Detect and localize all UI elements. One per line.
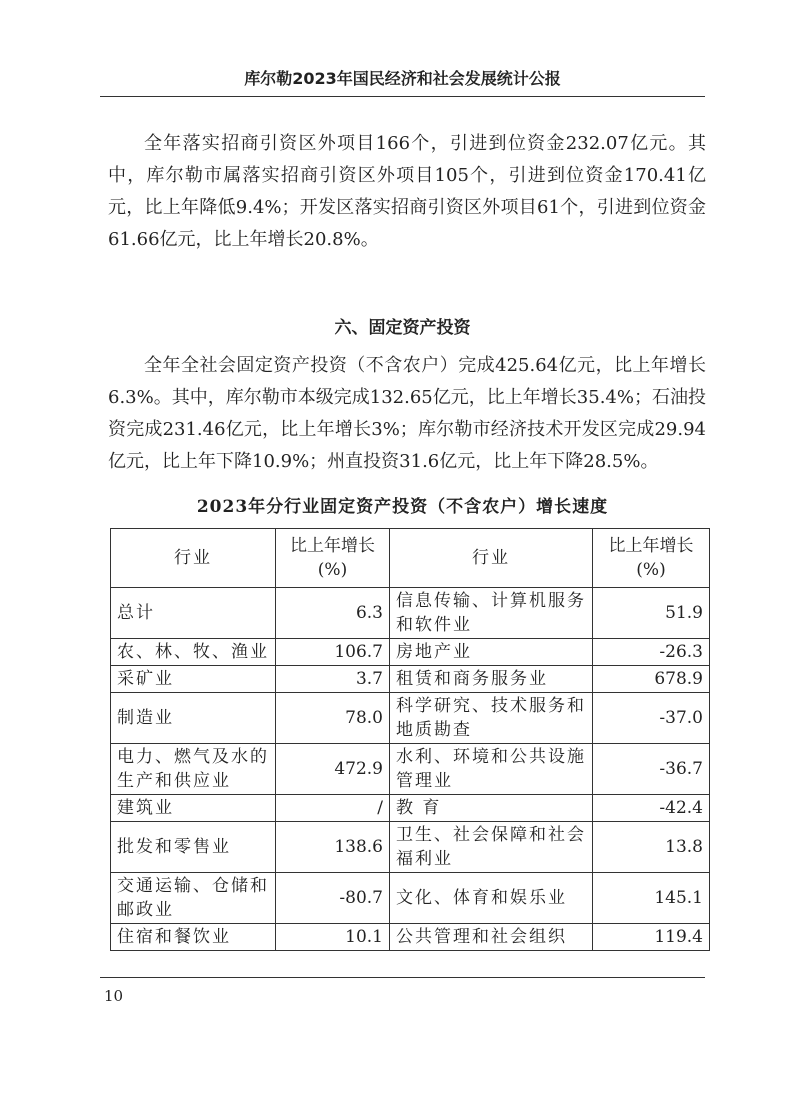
industry-name: 制造业 bbox=[111, 693, 276, 744]
header-growth: 比上年增长(%) bbox=[276, 529, 390, 588]
table-row bbox=[111, 822, 710, 873]
industry-name: 采矿业 bbox=[111, 666, 276, 693]
table-row bbox=[111, 588, 710, 639]
table-header-row bbox=[111, 529, 710, 588]
growth-value: 10.1 bbox=[276, 924, 390, 951]
header-divider bbox=[100, 96, 705, 97]
growth-value: 13.8 bbox=[593, 822, 710, 873]
growth-value: 678.9 bbox=[593, 666, 710, 693]
industry-name: 电力、燃气及水的生产和供应业 bbox=[111, 744, 276, 795]
table-row bbox=[111, 639, 710, 666]
industry-name: 总计 bbox=[111, 588, 276, 639]
industry-name: 租赁和商务服务业 bbox=[390, 666, 593, 693]
table-row bbox=[111, 924, 710, 951]
growth-value: -80.7 bbox=[276, 873, 390, 924]
growth-value: -42.4 bbox=[593, 795, 710, 822]
growth-value: 106.7 bbox=[276, 639, 390, 666]
industry-name: 科学研究、技术服务和地质勘查 bbox=[390, 693, 593, 744]
section-heading: 六、固定资产投资 bbox=[334, 318, 471, 338]
growth-value: 119.4 bbox=[593, 924, 710, 951]
table-row bbox=[111, 693, 710, 744]
fixed-asset-investment-paragraph: 全年全社会固定资产投资（不含农户）完成425.64亿元，比上年增长6.3%。其中，库尔勒市本级完成132.65亿元，比上年增长35.4%；石油投资完成231.46亿元，比上年增长3%；库尔勒市经济技术开发区完成29.94亿元，比上年下降10.9%；州直投资31.6亿元，比上年下降28.5%。 bbox=[108, 355, 706, 472]
industry-name: 住宿和餐饮业 bbox=[111, 924, 276, 951]
growth-value: 145.1 bbox=[593, 873, 710, 924]
industry-growth-table bbox=[110, 528, 710, 951]
investment-attraction-paragraph: 全年落实招商引资区外项目166个，引进到位资金232.07亿元。其中，库尔勒市属落实招商引资区外项目105个，引进到位资金170.41亿元，比上年降低9.4%；开发区落实招商引资区外项目61个，引进到位资金61.66亿元，比上年增长20.8%。 bbox=[108, 133, 706, 250]
growth-value: -36.7 bbox=[593, 744, 710, 795]
industry-name: 水利、环境和公共设施管理业 bbox=[390, 744, 593, 795]
industry-name: 公共管理和社会组织 bbox=[390, 924, 593, 951]
header-industry: 行业 bbox=[111, 529, 276, 588]
header-industry-2: 行业 bbox=[390, 529, 593, 588]
industry-name: 建筑业 bbox=[111, 795, 276, 822]
table-row bbox=[111, 795, 710, 822]
industry-name: 交通运输、仓储和邮政业 bbox=[111, 873, 276, 924]
industry-name: 卫生、社会保障和社会福利业 bbox=[390, 822, 593, 873]
industry-name: 文化、体育和娱乐业 bbox=[390, 873, 593, 924]
growth-value: -37.0 bbox=[593, 693, 710, 744]
industry-name: 房地产业 bbox=[390, 639, 593, 666]
table-row bbox=[111, 873, 710, 924]
header-growth-2: 比上年增长(%) bbox=[593, 529, 710, 588]
page-header-title: 库尔勒2023年国民经济和社会发展统计公报 bbox=[244, 69, 561, 88]
growth-value: 138.6 bbox=[276, 822, 390, 873]
table-row bbox=[111, 666, 710, 693]
industry-name: 农、林、牧、渔业 bbox=[111, 639, 276, 666]
growth-value: 51.9 bbox=[593, 588, 710, 639]
industry-name: 批发和零售业 bbox=[111, 822, 276, 873]
table-row bbox=[111, 744, 710, 795]
growth-value: 6.3 bbox=[276, 588, 390, 639]
page-number: 10 bbox=[104, 987, 124, 1005]
industry-name: 信息传输、计算机服务和软件业 bbox=[390, 588, 593, 639]
growth-value: -26.3 bbox=[593, 639, 710, 666]
growth-value: / bbox=[276, 795, 390, 822]
growth-value: 3.7 bbox=[276, 666, 390, 693]
growth-value: 472.9 bbox=[276, 744, 390, 795]
table-title: 2023年分行业固定资产投资（不含农户）增长速度 bbox=[196, 497, 609, 517]
industry-name: 教 育 bbox=[390, 795, 593, 822]
footer-divider bbox=[100, 977, 705, 978]
growth-value: 78.0 bbox=[276, 693, 390, 744]
